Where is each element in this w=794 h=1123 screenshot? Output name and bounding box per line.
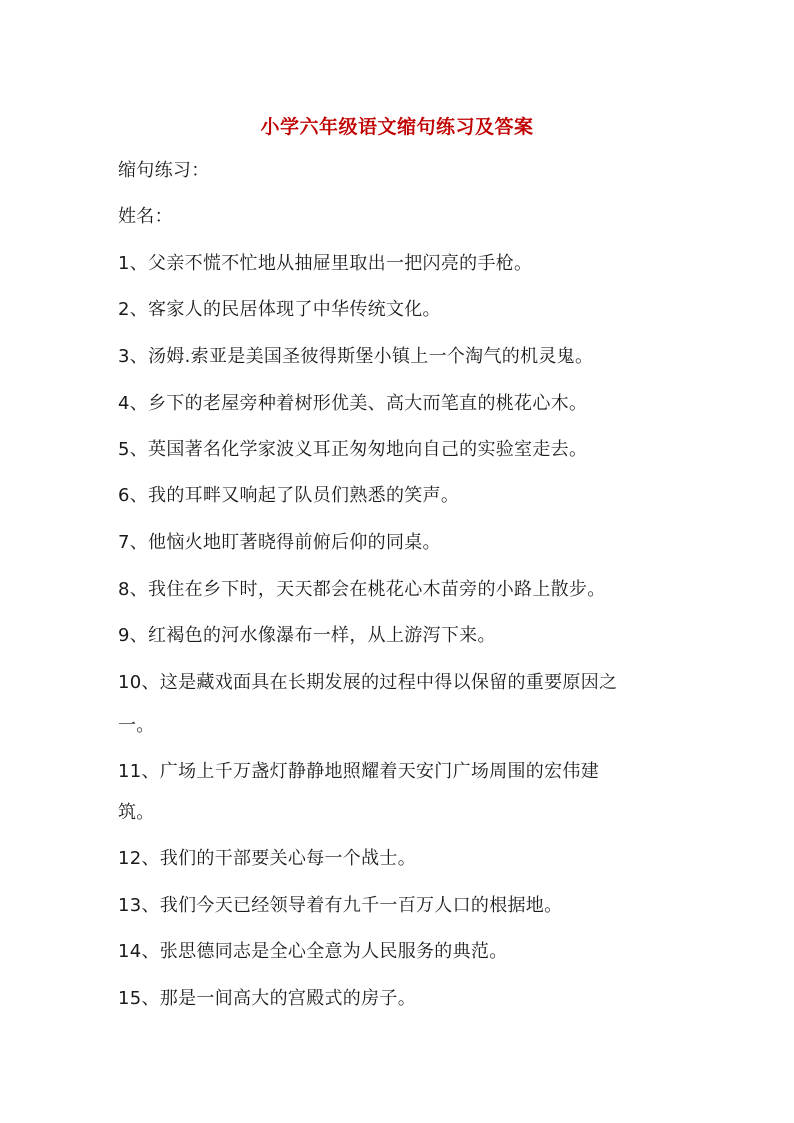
exercise-item-14: 14、张思德同志是全心全意为人民服务的典范。 bbox=[118, 941, 508, 962]
exercise-item-4: 4、乡下的老屋旁种着树形优美、高大而笔直的桃花心木。 bbox=[118, 393, 588, 414]
exercise-item-7: 7、他恼火地盯著晓得前俯后仰的同桌。 bbox=[118, 532, 441, 553]
section-heading: 缩句练习： bbox=[118, 160, 210, 181]
exercise-item-10: 10、这是藏戏面具在长期发展的过程中得以保留的重要原因之 bbox=[118, 672, 618, 693]
exercise-item-11-continued: 筑。 bbox=[118, 802, 155, 823]
exercise-item-5: 5、英国著名化学家波义耳正匆匆地向自己的实验室走去。 bbox=[118, 439, 588, 460]
exercise-item-10-continued: 一。 bbox=[118, 715, 155, 736]
exercise-item-12: 12、我们的干部要关心每一个战士。 bbox=[118, 848, 417, 869]
exercise-item-15: 15、那是一间高大的宫殿式的房子。 bbox=[118, 988, 417, 1009]
exercise-item-11: 11、广场上千万盏灯静静地照耀着天安门广场周围的宏伟建 bbox=[118, 761, 600, 782]
document-title: 小学六年级语文缩句练习及答案 bbox=[260, 116, 534, 138]
exercise-item-1: 1、父亲不慌不忙地从抽屉里取出一把闪亮的手枪。 bbox=[118, 253, 533, 274]
name-label: 姓名： bbox=[118, 206, 173, 227]
exercise-item-6: 6、我的耳畔又响起了队员们熟悉的笑声。 bbox=[118, 485, 460, 506]
exercise-item-2: 2、客家人的民居体现了中华传统文化。 bbox=[118, 299, 441, 320]
exercise-item-8: 8、我住在乡下时，天天都会在桃花心木苗旁的小路上散步。 bbox=[118, 579, 606, 600]
exercise-item-13: 13、我们今天已经领导着有九千一百万人口的根据地。 bbox=[118, 895, 563, 916]
exercise-item-9: 9、红褐色的河水像瀑布一样，从上游泻下来。 bbox=[118, 625, 496, 646]
exercise-item-3: 3、汤姆.索亚是美国圣彼得斯堡小镇上一个淘气的机灵鬼。 bbox=[118, 346, 594, 367]
